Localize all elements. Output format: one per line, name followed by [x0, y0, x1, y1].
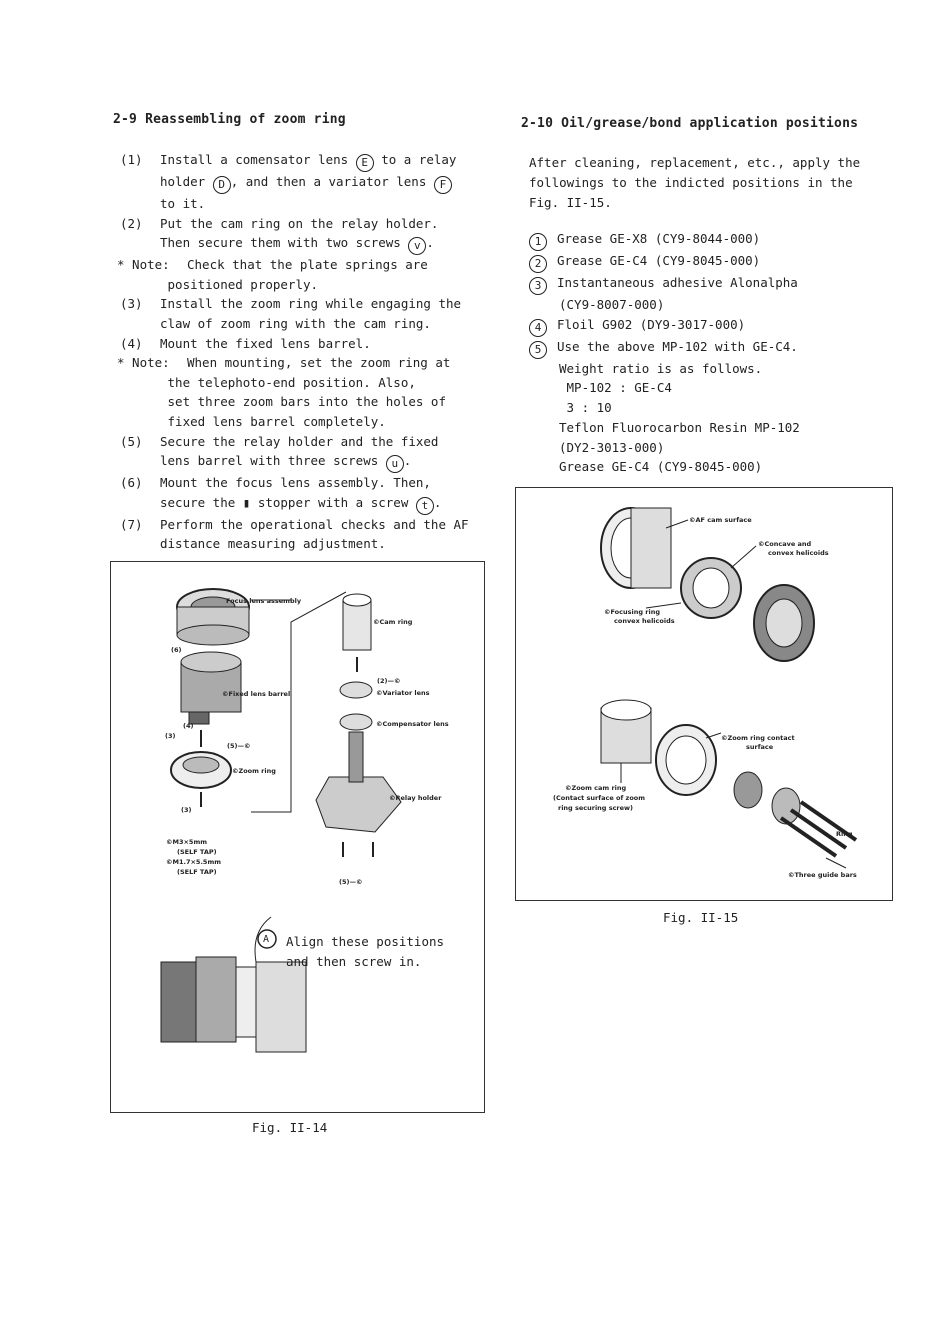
left-instructions: [117, 150, 469, 554]
instruction-line: [120, 534, 469, 554]
instruction-line: [120, 432, 469, 452]
circled-part-letter: t: [416, 497, 434, 515]
application-item-text: MP-102 : GE-C4: [559, 380, 672, 396]
application-item: [529, 418, 800, 438]
application-item: [529, 438, 800, 458]
instruction-line: [120, 314, 469, 334]
circled-part-letter: E: [356, 154, 374, 172]
instruction-line: [120, 334, 469, 354]
step-5-label: (5)—©: [227, 742, 251, 750]
instruction-step-number: (6): [120, 475, 143, 491]
application-item: [529, 273, 800, 295]
instruction-text: lens barrel with three screws: [160, 453, 386, 469]
figure-ii-14: [110, 561, 485, 1113]
instruction-line: [117, 353, 469, 373]
instruction-line: [117, 255, 469, 275]
instruction-text: Install a comensator lens: [160, 152, 356, 167]
instruction-step-number: (3): [120, 296, 143, 312]
instruction-text: .: [426, 235, 434, 251]
concave-convex-label-2: convex helicoids: [768, 549, 829, 557]
application-item: [529, 251, 800, 273]
instruction-step-number: (1): [120, 152, 143, 167]
focus-zoom-parts-drawing: [516, 488, 892, 900]
ring-label: Ring: [836, 830, 853, 838]
align-note-line-1: Align these positions: [286, 934, 445, 949]
instruction-text: Install the zoom ring while engaging the: [160, 296, 462, 312]
instruction-text: Check that the plate springs are: [187, 257, 428, 273]
application-item: [529, 295, 800, 315]
instruction-text: , and then a variator lens: [230, 174, 434, 189]
figure-ii-14-caption: Fig. II-14: [252, 1120, 328, 1135]
application-item-text: Weight ratio is as follows.: [559, 360, 763, 376]
application-item-text: Use the above MP-102 with GE-C4.: [557, 338, 798, 354]
instruction-step-number: (2): [120, 215, 143, 231]
instruction-text: .: [433, 494, 442, 510]
application-item: [529, 229, 800, 251]
focusing-ring-label-2: convex helicoids: [614, 617, 675, 625]
instruction-text: Mount the focus lens assembly. Then,: [160, 475, 431, 491]
application-item: [529, 457, 800, 477]
zoom-ring-contact-label-1: ©Zoom ring contact: [721, 734, 795, 742]
instruction-text: positioned properly.: [160, 276, 319, 292]
zoom-ring-assembly-drawing: [111, 562, 484, 1112]
application-item: [529, 378, 800, 398]
fixed-lens-barrel-label: ©Fixed lens barrel: [222, 690, 291, 698]
screw-spec-2b: (SELF TAP): [177, 868, 217, 876]
instruction-text: holder: [160, 174, 213, 189]
screw-spec-1: ©M3×5mm: [166, 838, 208, 846]
instruction-line: [120, 373, 469, 393]
step-6-label: (6): [171, 646, 182, 654]
instruction-step-number: (5): [120, 433, 143, 449]
screw-spec-2: ©M1.7×5.5mm: [166, 858, 221, 866]
circled-item-number: 2: [529, 255, 547, 273]
instruction-text: to a relay: [373, 152, 457, 167]
instruction-line: [120, 233, 469, 255]
instruction-line: [120, 412, 469, 432]
instruction-text: the telephoto-end position. Also,: [160, 374, 416, 390]
circled-part-letter: F: [434, 176, 452, 194]
step-2-label: (2)—©: [377, 677, 401, 685]
cam-ring-label: ©Cam ring: [373, 618, 413, 626]
instruction-line: [120, 214, 469, 234]
application-item: [529, 359, 800, 379]
variator-lens-label: ©Variator lens: [376, 689, 430, 697]
instruction-step-number: * Note:: [117, 257, 170, 273]
instruction-text: to it.: [160, 196, 206, 211]
application-item-text: Grease GE-C4 (CY9-8045-000): [559, 459, 763, 475]
instruction-text: When mounting, set the zoom ring at: [187, 355, 451, 371]
circled-part-letter: v: [408, 237, 426, 255]
circled-item-number: 5: [529, 341, 547, 359]
application-item: [529, 337, 800, 359]
application-item-text: (DY2-3013-000): [559, 439, 665, 455]
application-item-text: Instantaneous adhesive Alonalpha: [557, 275, 798, 290]
instruction-line: [120, 451, 469, 473]
circled-item-number: 3: [529, 277, 547, 295]
circled-part-letter: D: [213, 176, 231, 194]
zoom-cam-ring-label-2: (Contact surface of zoom: [553, 794, 646, 802]
circled-item-number: 1: [529, 233, 547, 251]
relay-holder-label: ©Relay holder: [389, 794, 442, 802]
circled-item-number: 4: [529, 319, 547, 337]
application-item-text: (CY9-8007-000): [559, 297, 665, 312]
instruction-line: [120, 294, 469, 314]
instruction-text: Secure the relay holder and the fixed: [160, 433, 439, 449]
step-4-label: (4): [183, 722, 194, 730]
concave-convex-label-1: ©Concave and: [758, 540, 812, 548]
instruction-text: Mount the fixed lens barrel.: [160, 335, 371, 351]
instruction-text: fixed lens barrel completely.: [160, 413, 386, 429]
instruction-text: distance measuring adjustment.: [160, 536, 386, 552]
instruction-line: [120, 150, 469, 172]
application-item-text: Floil G902 (DY9-3017-000): [557, 316, 746, 332]
instruction-line: [120, 515, 469, 535]
intro-line: followings to the indicted positions in the: [529, 175, 853, 190]
instruction-text: claw of zoom ring with the cam ring.: [160, 315, 431, 331]
af-cam-surface-label: ©AF cam surface: [689, 516, 752, 524]
application-item-text: Grease GE-X8 (CY9-8044-000): [557, 231, 761, 246]
step-3a-label: (3): [165, 732, 176, 740]
focus-lens-assembly-label: Focus lens assembly: [226, 597, 302, 605]
instruction-text: set three zoom bars into the holes of: [160, 394, 446, 410]
instruction-text: Put the cam ring on the relay holder.: [160, 215, 439, 231]
step-5b-label: (5)—©: [339, 878, 363, 886]
instruction-text: .: [403, 453, 412, 469]
application-item: [529, 315, 800, 337]
align-note-line-2: and then screw in.: [286, 954, 422, 969]
instruction-line: [120, 194, 469, 214]
right-intro: [529, 153, 860, 213]
instruction-line: [120, 275, 469, 295]
application-item-text: 3 : 10: [559, 400, 612, 416]
instruction-step-number: * Note:: [117, 355, 170, 371]
instruction-text: Then secure them with two screws: [160, 235, 409, 251]
intro-line: Fig. II-15.: [529, 195, 612, 210]
section-heading-2-10: 2-10 Oil/grease/bond application positions: [521, 116, 859, 131]
figure-ii-15: [515, 487, 893, 901]
application-item: [529, 398, 800, 418]
three-guide-bars-label: ©Three guide bars: [788, 871, 857, 879]
zoom-cam-ring-label-1: ©Zoom cam ring: [565, 784, 627, 792]
intro-line: After cleaning, replacement, etc., apply the: [529, 155, 861, 170]
application-item-text: Grease GE-C4 (CY9-8045-000): [557, 253, 761, 268]
note-letter-a: A: [263, 934, 270, 945]
screw-spec-1b: (SELF TAP): [177, 848, 217, 856]
circled-part-letter: u: [386, 455, 404, 473]
application-list: [529, 229, 800, 477]
instruction-text: secure the ▮ stopper with a screw: [160, 494, 416, 510]
instruction-text: Perform the operational checks and the AF: [160, 516, 469, 532]
instruction-step-number: (7): [120, 516, 143, 532]
instruction-line: [120, 493, 469, 515]
zoom-ring-label: ©Zoom ring: [232, 767, 276, 775]
instruction-line: [120, 172, 469, 194]
figure-ii-15-caption: Fig. II-15: [663, 910, 739, 925]
instruction-line: [120, 392, 469, 412]
section-heading-2-9: 2-9 Reassembling of zoom ring: [113, 112, 346, 127]
application-item-text: Teflon Fluorocarbon Resin MP-102: [559, 419, 800, 435]
zoom-cam-ring-label-3: ring securing screw): [558, 804, 634, 812]
instruction-line: [120, 473, 469, 493]
step-3b-label: (3): [181, 806, 192, 814]
focusing-ring-label-1: ©Focusing ring: [604, 608, 660, 616]
zoom-ring-contact-label-2: surface: [746, 743, 774, 751]
compensator-lens-label: ©Compensator lens: [376, 720, 449, 728]
instruction-step-number: (4): [120, 335, 143, 351]
